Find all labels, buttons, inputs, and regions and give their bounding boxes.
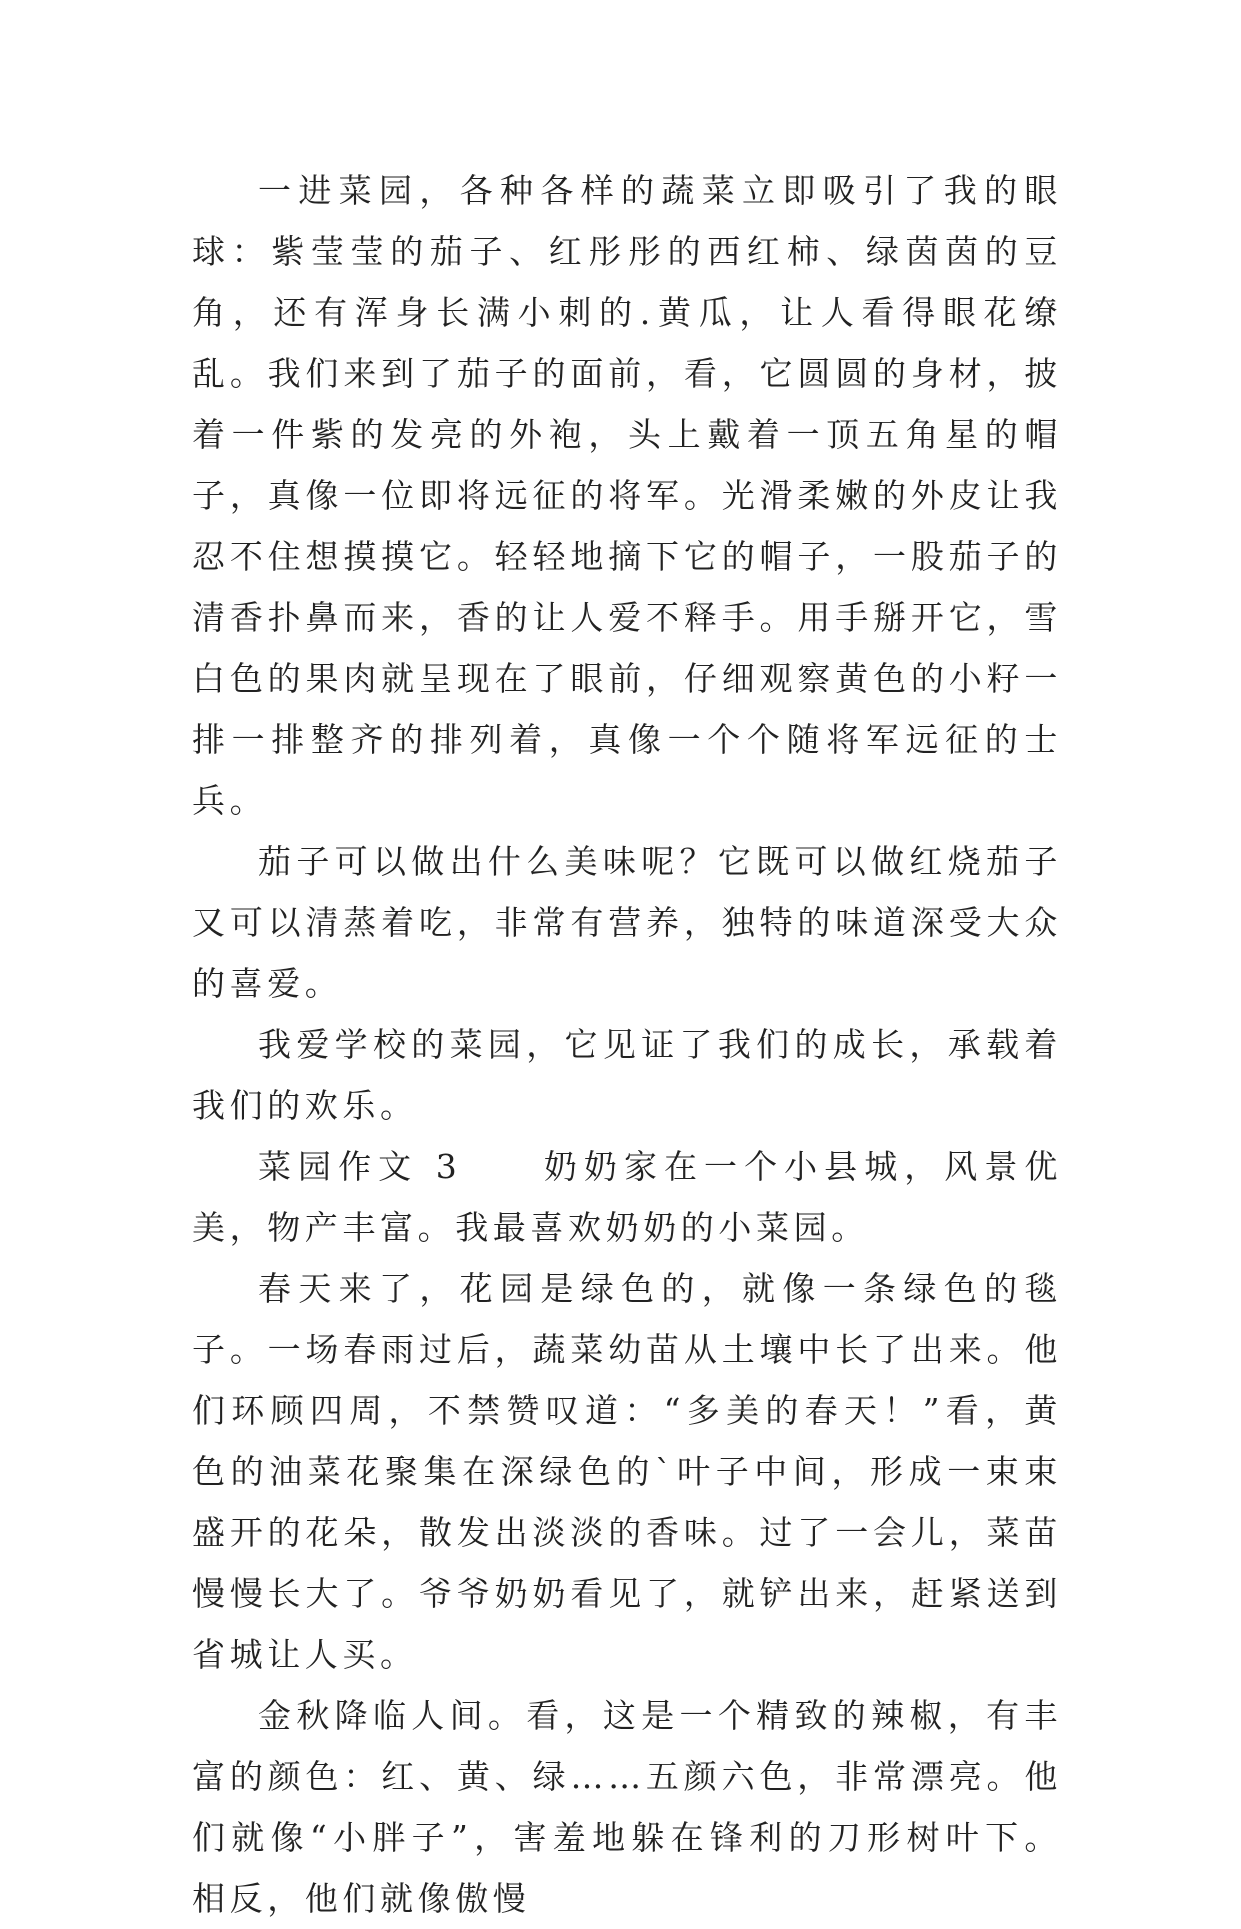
paragraph-eggplant-description: 一进菜园，各种各样的蔬菜立即吸引了我的眼球：紫莹莹的茄子、红彤彤的西红柿、绿茵茵的豆角，还有浑身长满小刺的.黄瓜，让人看得眼花缭乱。我们来到了茄子的面前，看，它圆圆的身材，披着一件紫的发亮的外袍，头上戴着一顶五角星的帽子，真像一位即将远征的将军。光滑柔嫩的外皮让我忍不住想摸摸它。轻轻地摘下它的帽子，一股茄子的清香扑鼻而来，香的让人爱不释手。用手掰开它，雪白色的果肉就呈现在了眼前，仔细观察黄色的小籽一排一排整齐的排列着，真像一个个随将军远征的士兵。: [192, 171, 1062, 820]
paragraph-eggplant-dishes: 茄子可以做出什么美味呢？它既可以做红烧茄子又可以清蒸着吃，非常有营养，独特的味道深受大众的喜爱。: [192, 842, 1062, 1003]
document-body: [192, 160, 1062, 1929]
paragraph-love-garden: 我爱学校的菜园，它见证了我们的成长，承载着我们的欢乐。: [192, 1025, 1062, 1125]
paragraph-essay-3-intro: 菜园作文 3 奶奶家在一个小县城，风景优美，物产丰富。我最喜欢奶奶的小菜园。: [192, 1147, 1062, 1247]
paragraph-spring: 春天来了，花园是绿色的，就像一条绿色的毯子。一场春雨过后，蔬菜幼苗从土壤中长了出来。他们环顾四周，不禁赞叹道：“多美的春天！”看，黄色的油菜花聚集在深绿色的`叶子中间，形成一束束盛开的花朵，散发出淡淡的香味。过了一会儿，菜苗慢慢长大了。爷爷奶奶看见了，就铲出来，赶紧送到省城让人买。: [192, 1269, 1062, 1674]
paragraph-autumn: 金秋降临人间。看，这是一个精致的辣椒，有丰富的颜色：红、黄、绿……五颜六色，非常漂亮。他们就像“小胖子”，害羞地躲在锋利的刀形树叶下。相反，他们就像傲慢: [192, 1696, 1062, 1918]
